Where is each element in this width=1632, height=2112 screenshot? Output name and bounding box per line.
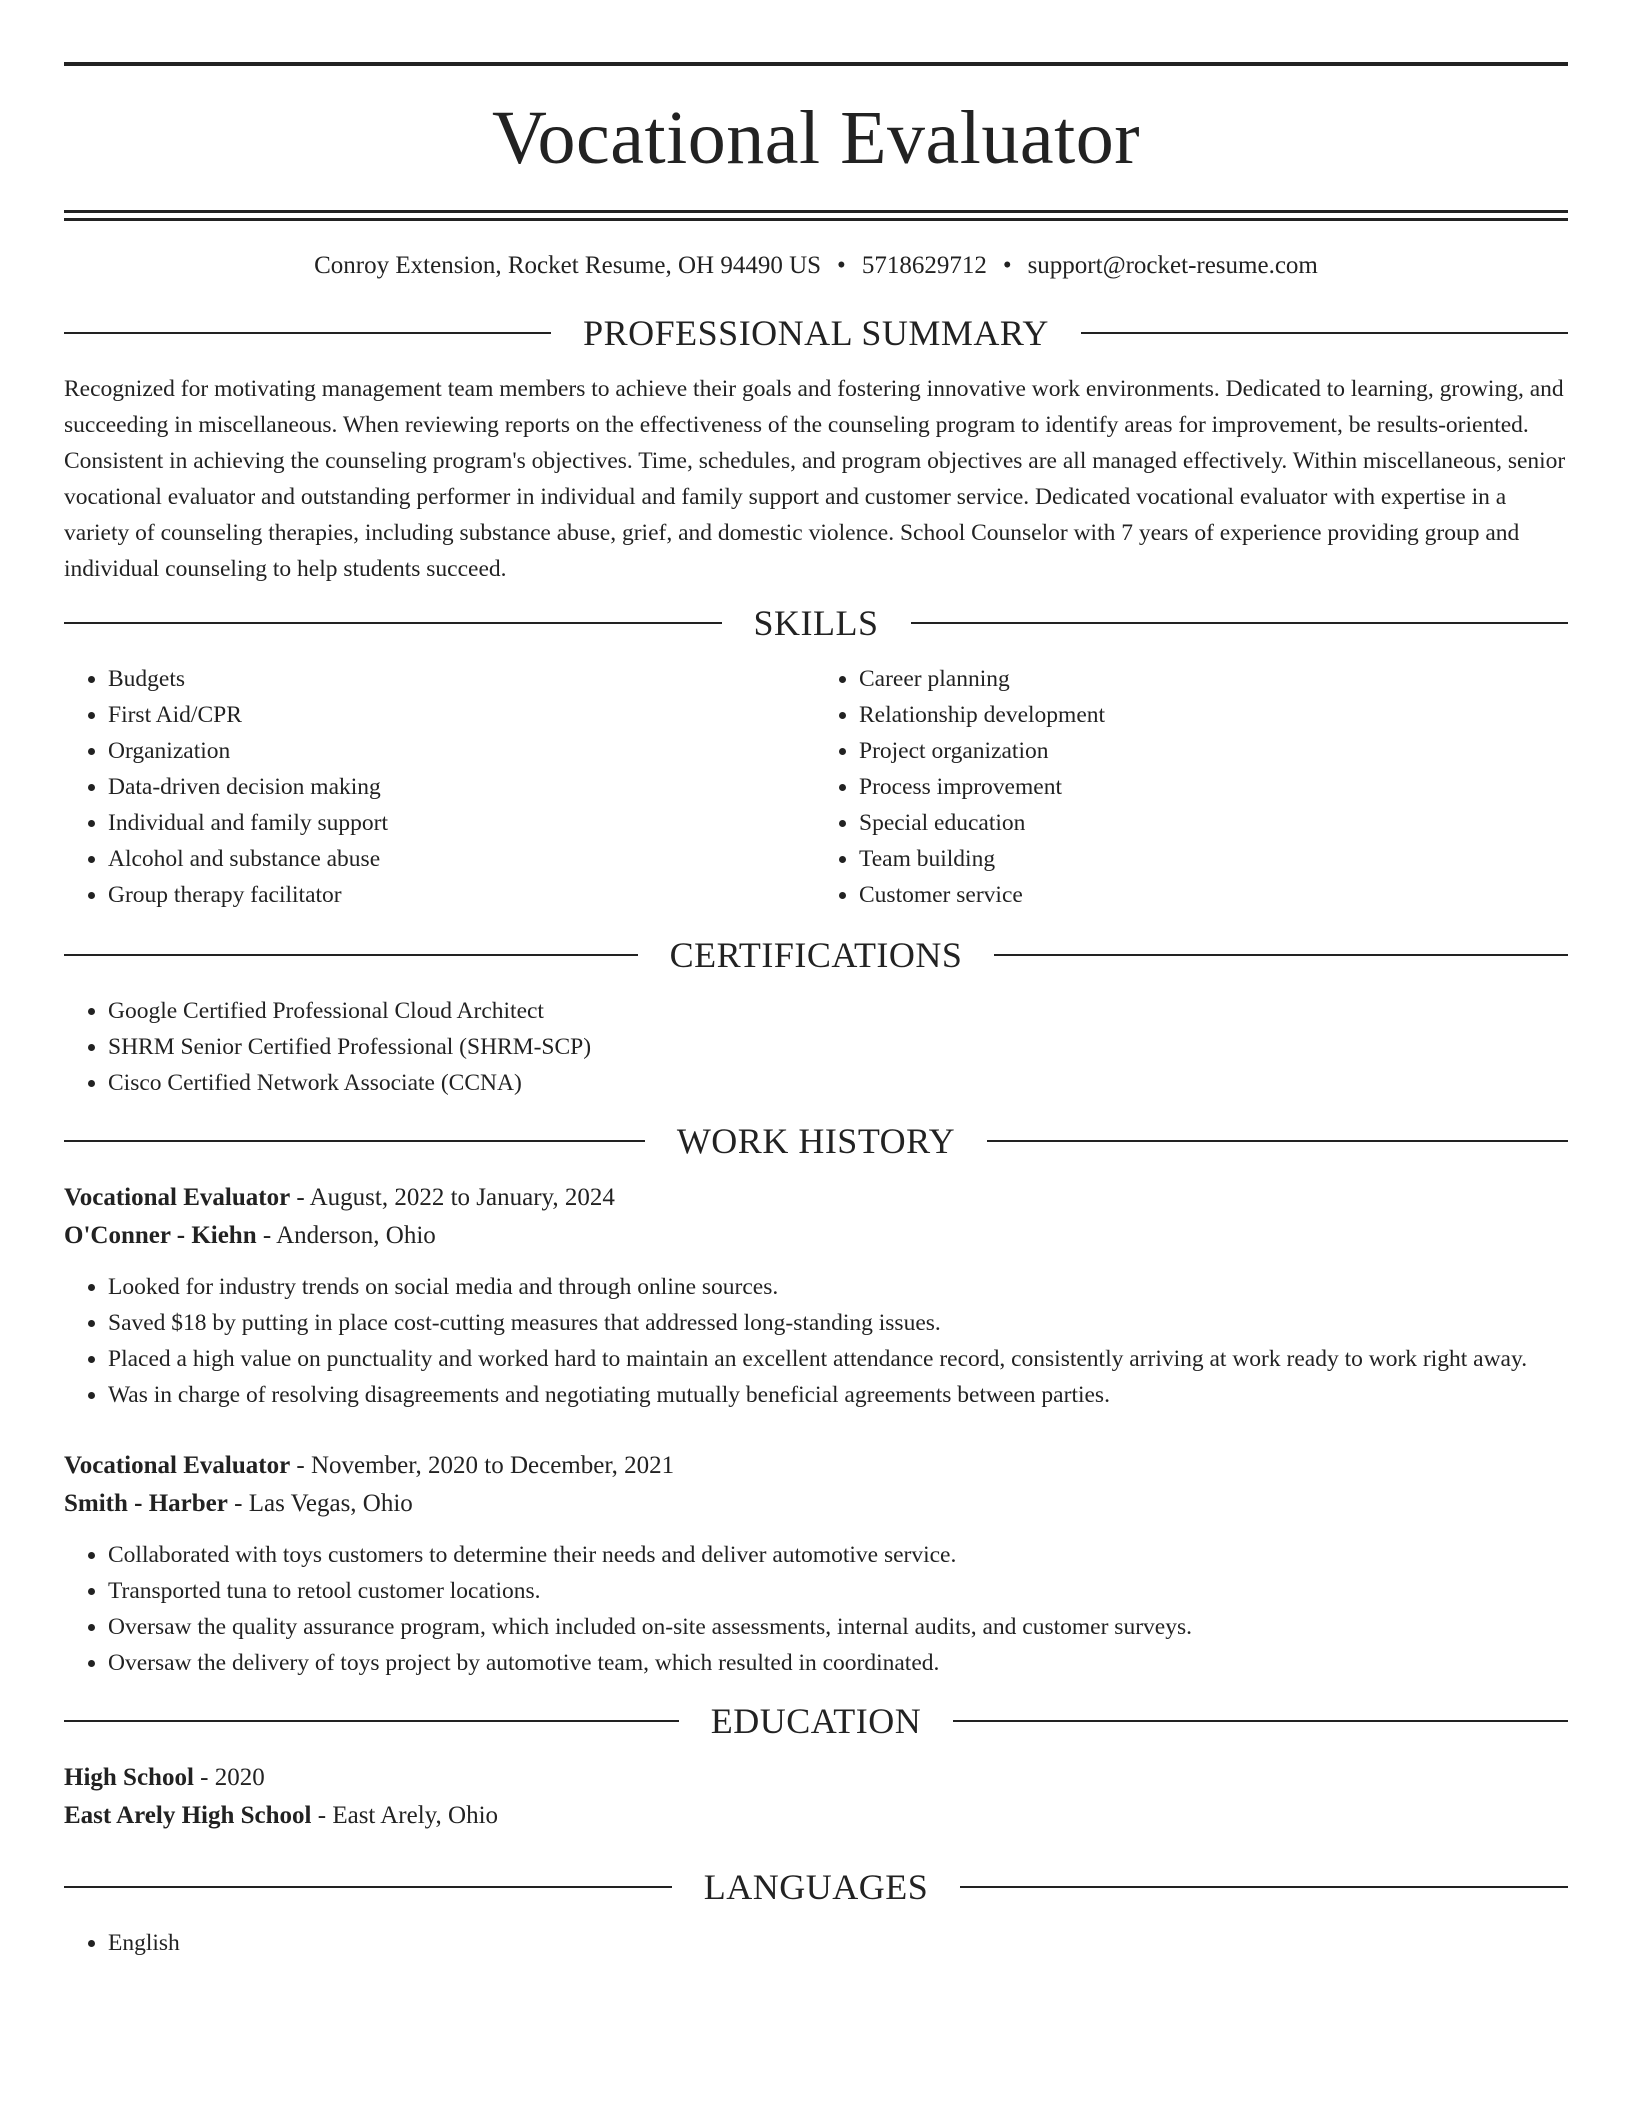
contact-phone: 5718629712	[861, 252, 987, 279]
divider-line	[911, 622, 1569, 624]
section-title-skills: SKILLS	[753, 603, 879, 643]
contact-address: Conroy Extension, Rocket Resume, OH 94490 US	[314, 252, 822, 279]
job-bullet: • Placed a high value on punctuality and worked hard to maintain an excellent attendance record, consistently arriving at work ready to work right away.	[108, 1341, 1568, 1377]
job-dates: - November, 2020 to December, 2021	[290, 1452, 675, 1479]
title-double-rule	[64, 210, 1568, 221]
section-title-education: EDUCATION	[710, 1701, 922, 1741]
section-header-languages	[64, 1869, 1568, 1905]
skills-grid	[64, 661, 1568, 913]
education-degree: High School	[64, 1764, 194, 1791]
job-role: Vocational Evaluator	[64, 1184, 291, 1211]
job-bullet: • Collaborated with toys customers to determine their needs and deliver automotive service.	[108, 1537, 1568, 1573]
job-role: Vocational Evaluator	[64, 1452, 291, 1479]
job-entry	[64, 1447, 1568, 1681]
certifications-list	[64, 993, 1568, 1101]
section-header-certifications	[64, 937, 1568, 973]
section-title-languages: LANGUAGES	[703, 1867, 929, 1907]
education-degree-line	[64, 1759, 1568, 1797]
skill-item: • Relationship development	[859, 697, 1568, 733]
job-title-line	[64, 1179, 1568, 1217]
divider-line	[987, 1140, 1568, 1142]
job-company-line	[64, 1485, 1568, 1523]
divider-line	[64, 954, 638, 956]
job-entry	[64, 1179, 1568, 1413]
section-header-summary	[64, 315, 1568, 351]
contact-separator: •	[1002, 252, 1012, 279]
certification-item: • Google Certified Professional Cloud Architect	[108, 993, 1568, 1029]
skill-item: • Special education	[859, 805, 1568, 841]
summary-text: Recognized for motivating management team members to achieve their goals and fostering innovative work environments. Dedicated to learning, growing, and succeeding in miscellaneous. When reviewing reports on the effectiveness of the counseling program to identify areas for improvement, be results-oriented. Consistent in achieving the counseling program's objectives. Time, schedules, and program objectives are all managed effectively. Within miscellaneous, senior vocational evaluator and outstanding performer in individual and family support and customer service. Dedicated vocational evaluator with expertise in a variety of counseling therapies, including substance abuse, grief, and domestic violence. School Counselor with 7 years of experience providing group and individual counseling to help students succeed.	[64, 376, 1566, 582]
section-title-summary: PROFESSIONAL SUMMARY	[583, 313, 1049, 353]
job-dates: - August, 2022 to January, 2024	[290, 1184, 615, 1211]
section-title-work-history: WORK HISTORY	[676, 1121, 956, 1161]
contact-separator: •	[837, 252, 846, 279]
skill-item: • Budgets	[108, 661, 817, 697]
job-bullets	[64, 1269, 1568, 1413]
job-bullet: • Oversaw the delivery of toys project by automotive team, which resulted in coordinated.	[108, 1645, 1568, 1681]
job-bullet: • Transported tuna to retool customer locations.	[108, 1573, 1568, 1609]
top-rule	[64, 62, 1568, 66]
education-location: - East Arely, Ohio	[311, 1802, 499, 1829]
job-bullet: • Was in charge of resolving disagreements and negotiating mutually beneficial agreements between parties.	[108, 1377, 1568, 1413]
certification-item: • Cisco Certified Network Associate (CCNA)	[108, 1065, 1568, 1101]
skill-item: • Career planning	[859, 661, 1568, 697]
language-item: • English	[108, 1925, 1568, 1961]
divider-line	[64, 622, 722, 624]
skills-list-left	[64, 661, 817, 913]
divider-line	[64, 1886, 672, 1888]
skill-item: • Customer service	[859, 877, 1568, 913]
skill-item: • Project organization	[859, 733, 1568, 769]
job-location: - Las Vegas, Ohio	[227, 1490, 413, 1517]
section-header-work-history	[64, 1123, 1568, 1159]
section-header-skills	[64, 605, 1568, 641]
divider-line	[960, 1886, 1568, 1888]
job-title-line	[64, 1447, 1568, 1485]
certification-item: • SHRM Senior Certified Professional (SHRM-SCP)	[108, 1029, 1568, 1065]
contact-line	[64, 251, 1568, 281]
skill-item: • Alcohol and substance abuse	[108, 841, 817, 877]
skill-item: • Data-driven decision making	[108, 769, 817, 805]
divider-line	[64, 1140, 645, 1142]
skill-item: • Group therapy facilitator	[108, 877, 817, 913]
job-bullets	[64, 1537, 1568, 1681]
job-company: Smith - Harber	[64, 1490, 228, 1517]
skill-item: • Individual and family support	[108, 805, 817, 841]
skill-item: • Organization	[108, 733, 817, 769]
job-bullet: • Saved $18 by putting in place cost-cutting measures that addressed long-standing issues.	[108, 1305, 1568, 1341]
divider-line	[64, 332, 551, 334]
skill-item: • Process improvement	[859, 769, 1568, 805]
divider-line	[994, 954, 1568, 956]
job-bullet: • Oversaw the quality assurance program, which included on-site assessments, internal audits, and customer surveys.	[108, 1609, 1568, 1645]
job-location: - Anderson, Ohio	[256, 1222, 436, 1249]
skill-item: • First Aid/CPR	[108, 697, 817, 733]
job-company: O'Conner - Kiehn	[64, 1222, 257, 1249]
education-school-line	[64, 1797, 1568, 1835]
section-title-certifications: CERTIFICATIONS	[669, 935, 963, 975]
skills-list-right	[817, 661, 1568, 913]
languages-list	[64, 1925, 1568, 1961]
education-year: - 2020	[193, 1764, 265, 1791]
divider-line	[64, 1720, 679, 1722]
divider-line	[953, 1720, 1568, 1722]
job-company-line	[64, 1217, 1568, 1255]
resume-title: Vocational Evaluator	[491, 96, 1141, 180]
section-header-education	[64, 1703, 1568, 1739]
job-bullet: • Looked for industry trends on social media and through online sources.	[108, 1269, 1568, 1305]
contact-email: support@rocket-resume.com	[1027, 252, 1318, 279]
divider-line	[1081, 332, 1568, 334]
skill-item: • Team building	[859, 841, 1568, 877]
education-school: East Arely High School	[64, 1802, 312, 1829]
